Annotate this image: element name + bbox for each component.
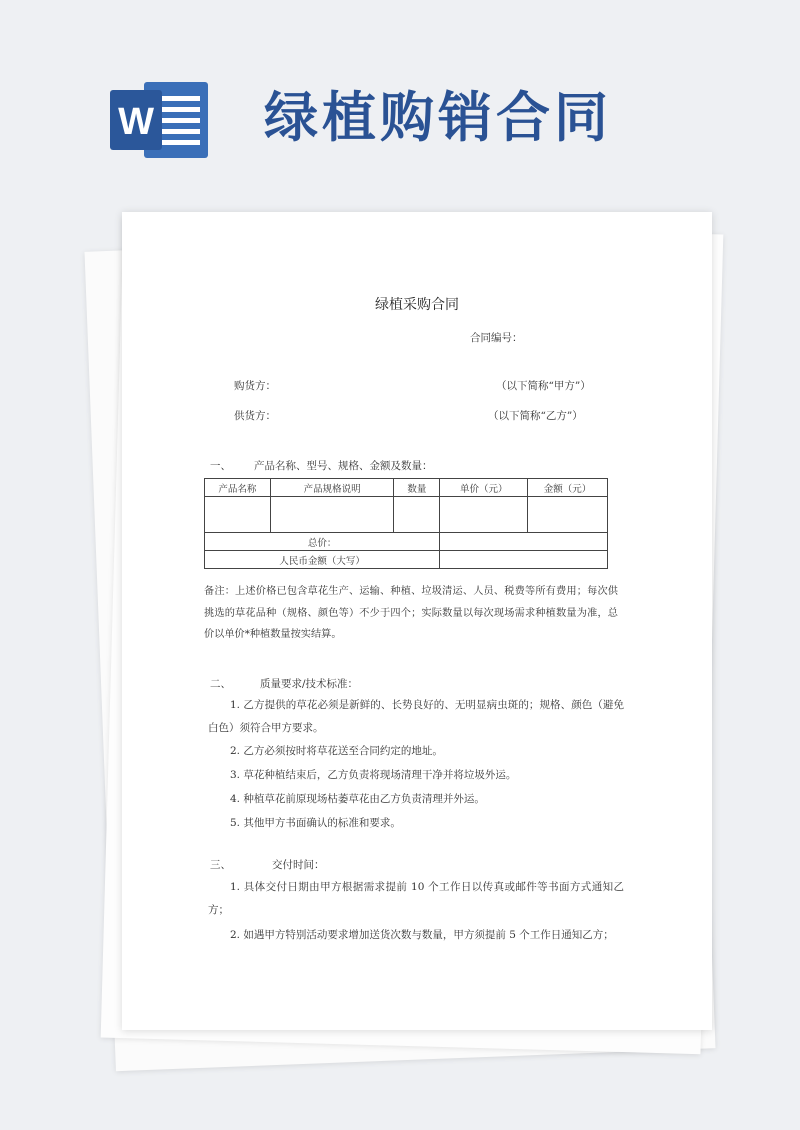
section-3-number: 三、 [210,859,231,871]
table-header-cell: 单价（元） [440,479,528,497]
table-header-cell: 产品规格说明 [270,479,394,497]
table-rmb-row [205,551,608,569]
product-table [204,478,608,569]
buyer-note: （以下简称“甲方”） [496,380,591,392]
section-2-item-4: 4. 种植草花前原现场枯萎草花由乙方负责清理并外运。 [230,793,485,805]
section-2-number: 二、 [210,678,231,690]
word-doc-icon [110,78,214,162]
section-3-item-1: 1. 具体交付日期由甲方根据需求提前 10 个工作日以传真或邮件等书面方式通知乙方； [208,881,624,916]
table-cell [205,497,271,533]
document-page [122,212,712,1030]
table-row [205,497,608,533]
contract-number-label: 合同编号： [470,332,523,344]
section-3-item-2: 2. 如遇甲方特别活动要求增加送货次数与数量，甲方须提前 5 个工作日通知乙方； [230,929,614,941]
section-1-number: 一、 [210,460,231,472]
section-2-item-2: 2. 乙方必须按时将草花送至合同约定的地址。 [230,745,443,757]
section-2-item-5: 5. 其他甲方书面确认的标准和要求。 [230,817,401,829]
header-title: 绿植购销合同 [264,86,612,149]
table-header-cell: 产品名称 [205,479,271,497]
table-cell [394,497,440,533]
table-header-cell: 金额（元） [528,479,608,497]
table-cell [270,497,394,533]
total-price-label: 总价： [205,533,440,551]
section-1-title: 产品名称、型号、规格、金额及数量： [254,460,433,472]
rmb-amount-label: 人民币金额（大写） [205,551,440,569]
buyer-label: 购货方： [234,380,276,392]
section-2-item-1: 1. 乙方提供的草花必须是新鲜的、长势良好的、无明显病虫斑的；规格、颜色（避免白色）须符合甲方要求。 [208,699,624,734]
svg-text:W: W [118,101,154,143]
rmb-amount-value [440,551,608,569]
supplier-note: （以下简称“乙方”） [488,410,583,422]
section-2-title: 质量要求/技术标准： [260,678,359,690]
total-price-value [440,533,608,551]
supplier-label: 供货方： [234,410,276,422]
table-header-row [205,479,608,497]
section-2-item-3: 3. 草花种植结束后，乙方负责将现场清理干净并将垃圾外运。 [230,769,517,781]
table-header-cell: 数量 [394,479,440,497]
table-total-row [205,533,608,551]
contract-title: 绿植采购合同 [375,297,459,313]
section-3-title: 交付时间： [272,859,325,871]
table-cell [528,497,608,533]
remarks-paragraph: 备注：上述价格已包含草花生产、运输、种植、垃圾清运、人员、税费等所有费用；每次供挑选的草花品种（规格、颜色等）不少于四个；实际数量以每次现场需求种植数量为准，总价以单价*种植数量按实结算。 [204,586,618,640]
table-cell [440,497,528,533]
header [110,70,710,160]
